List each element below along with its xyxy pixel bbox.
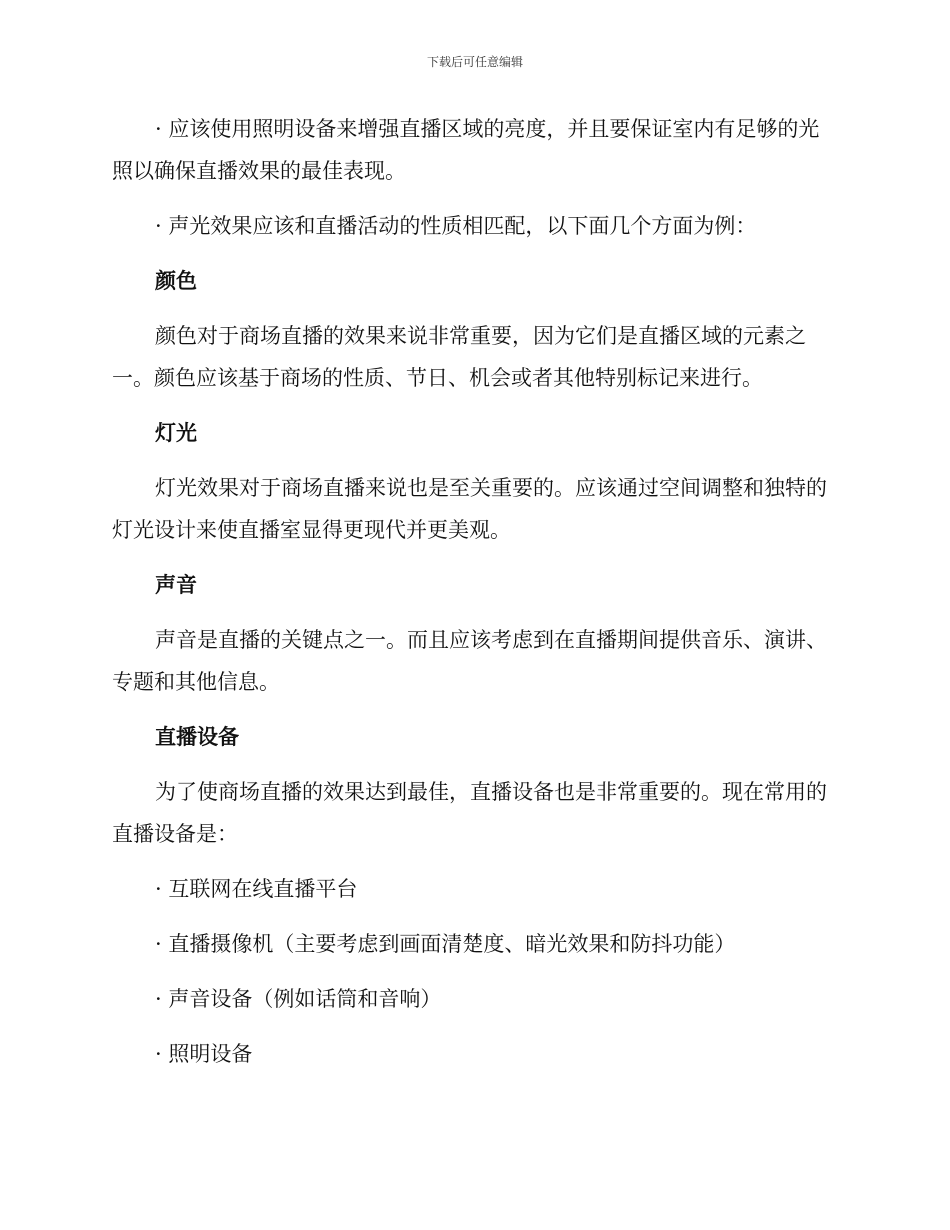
list-item-lighting-equipment: · 照明设备: [155, 1042, 253, 1066]
bullet-sound-light-match: · 声光效果应该和直播活动的性质相匹配，以下面几个方面为例：: [155, 214, 757, 238]
list-item-online-platform: · 互联网在线直播平台: [155, 877, 358, 901]
paragraph-color: 颜色对于商场直播的效果来说非常重要，因为它们是直播区域的元素之一。颜色应该基于商场的性质、节日、机会或者其他特别标记来进行。: [112, 324, 806, 390]
heading-color: 颜色: [155, 269, 197, 293]
list-item-audio-equipment: · 声音设备（例如话筒和音响）: [155, 987, 442, 1011]
list-item-camera: · 直播摄像机（主要考虑到画面清楚度、暗光效果和防抖功能）: [155, 932, 736, 956]
paragraph-lighting: 灯光效果对于商场直播来说也是至关重要的。应该通过空间调整和独特的灯光设计来使直播室显得更现代并更美观。: [112, 476, 827, 542]
heading-sound: 声音: [155, 573, 197, 597]
page-header: 下载后可任意编辑: [426, 55, 523, 69]
document-body: [112, 108, 832, 1088]
bullet-lighting-brightness: · 应该使用照明设备来增强直播区域的亮度，并且要保证室内有足够的光照以确保直播效果的最佳表现。: [112, 117, 820, 183]
heading-lighting: 灯光: [155, 421, 197, 445]
paragraph-equipment: 为了使商场直播的效果达到最佳，直播设备也是非常重要的。现在常用的直播设备是：: [112, 780, 827, 846]
heading-equipment: 直播设备: [155, 725, 239, 749]
paragraph-sound: 声音是直播的关键点之一。而且应该考虑到在直播期间提供音乐、演讲、专题和其他信息。: [112, 628, 827, 694]
